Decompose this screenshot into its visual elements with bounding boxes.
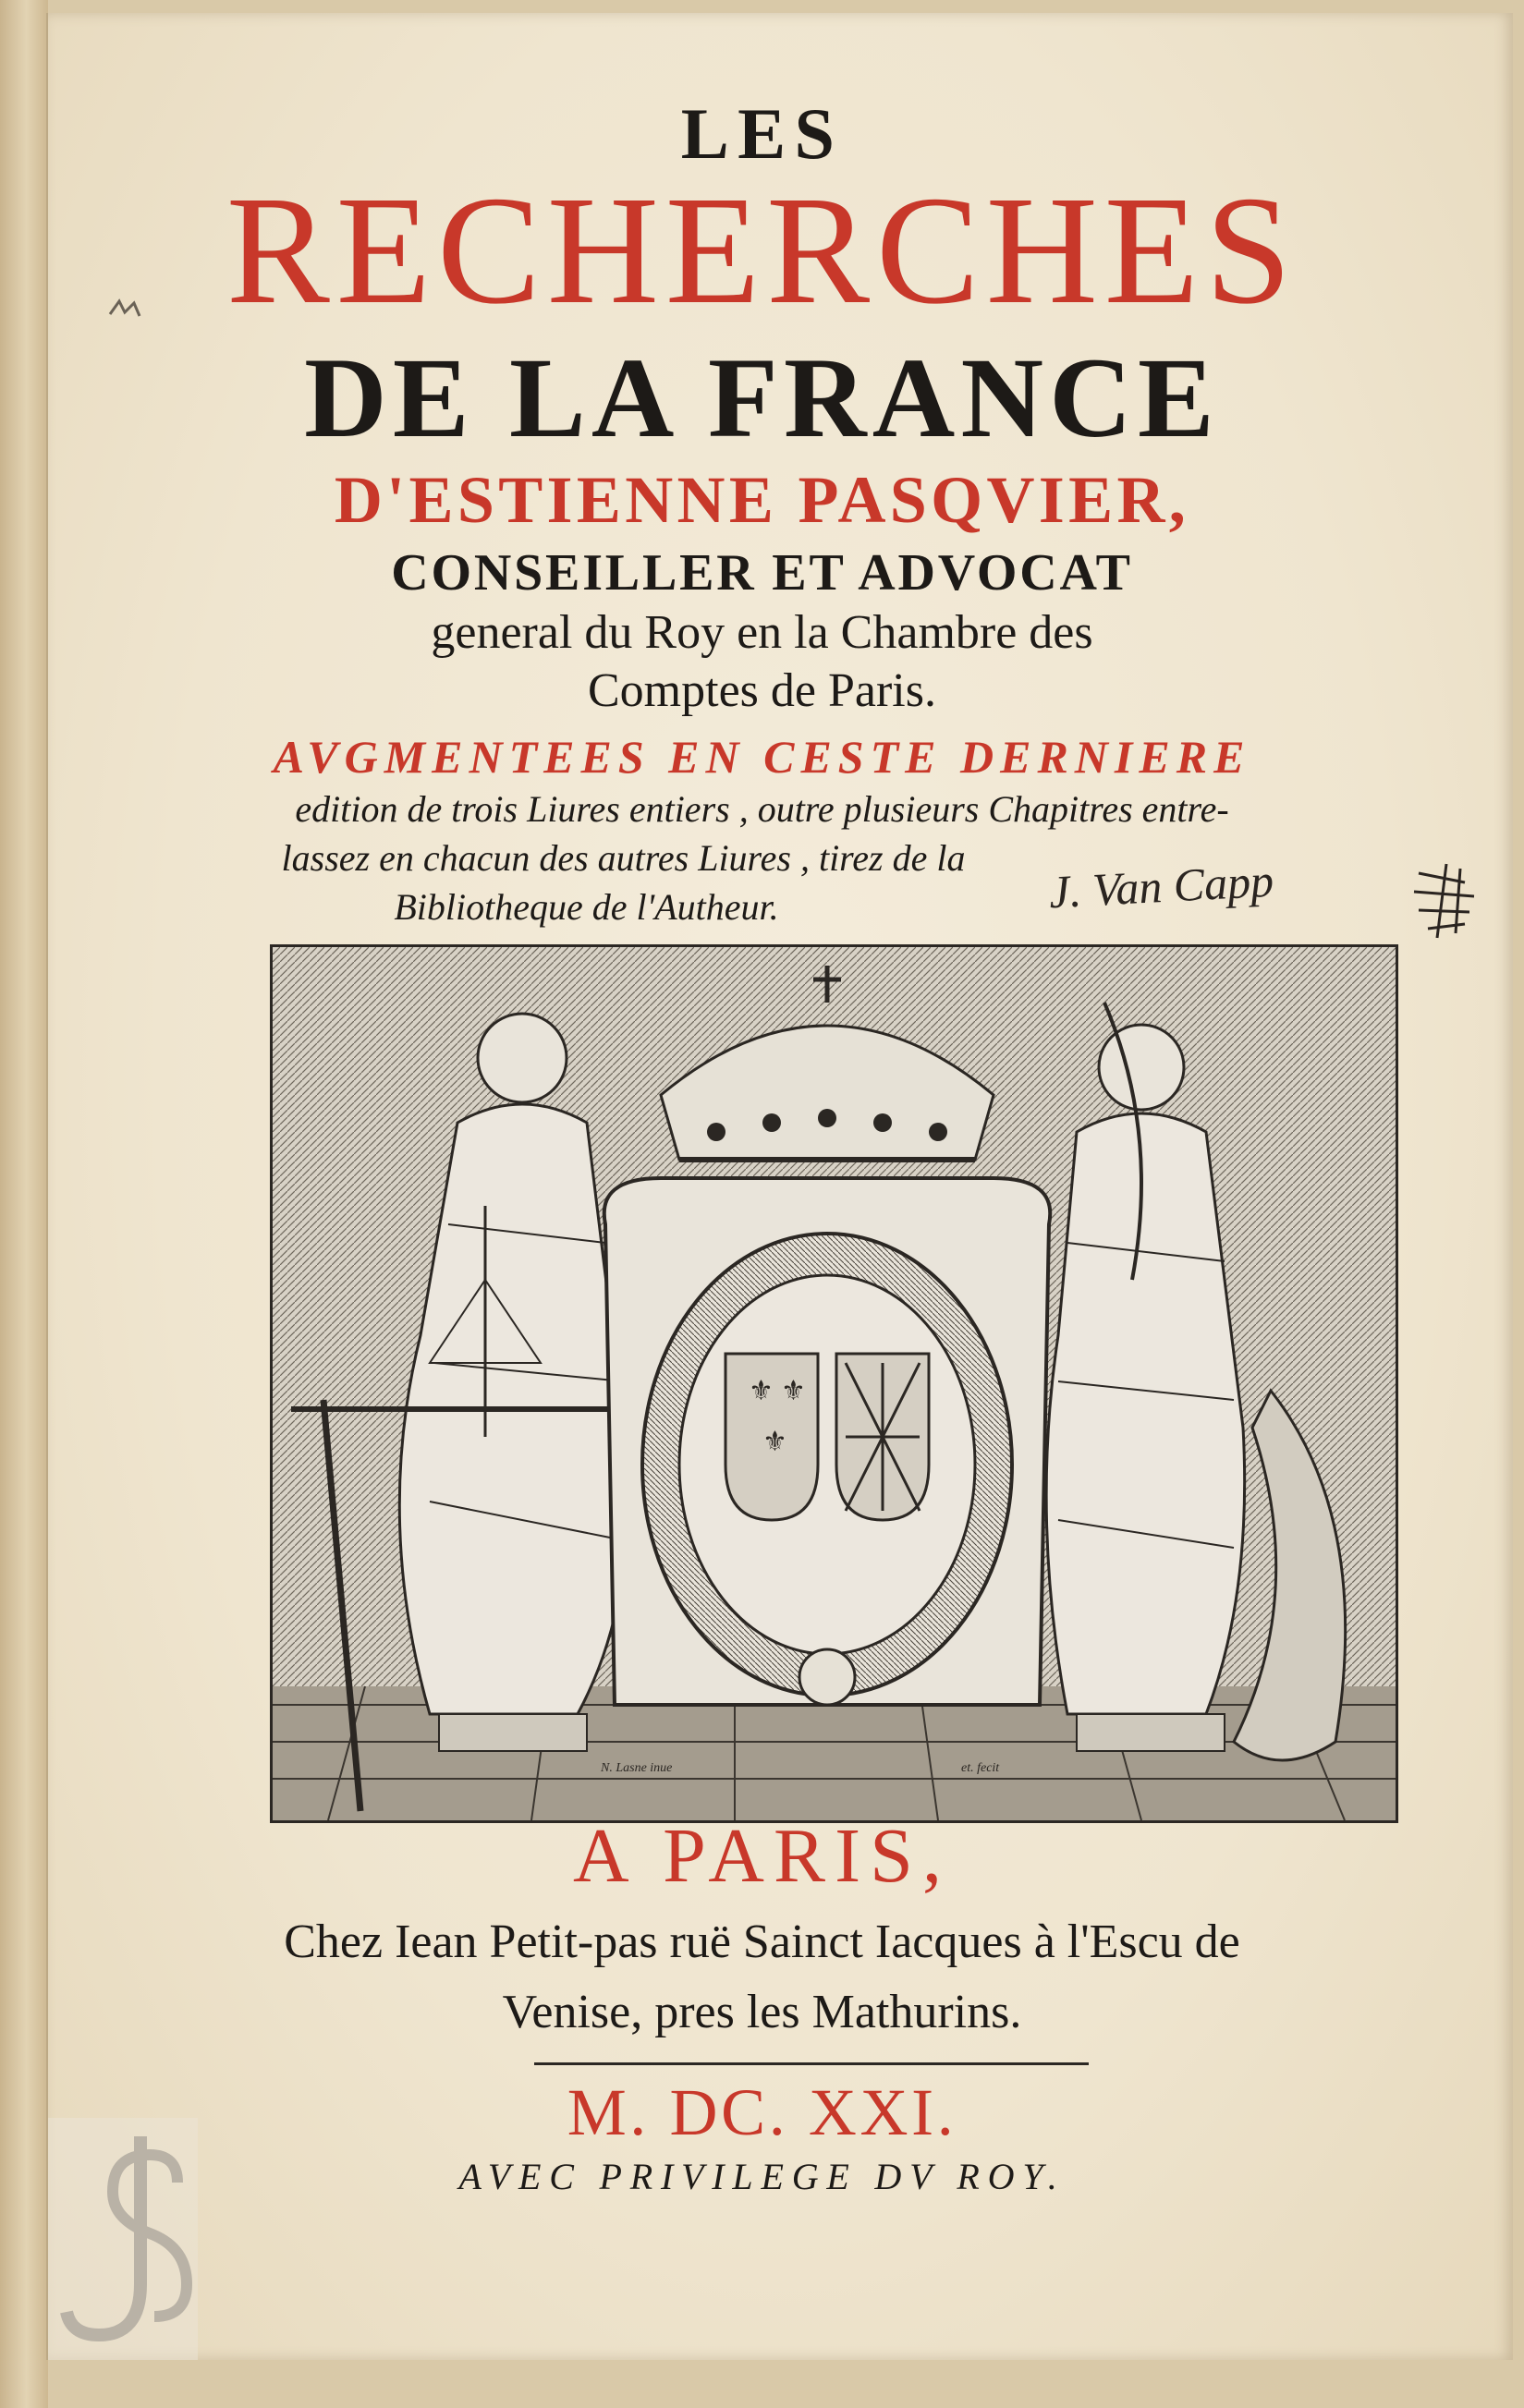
engraver-caption-right: et. fecit <box>961 1761 1000 1775</box>
signature-flourish <box>1409 855 1493 947</box>
handwritten-signature: J. Van Capp <box>1047 854 1275 918</box>
watermark-logo <box>48 2118 198 2360</box>
imprint-publisher-1: Chez Iean Petit-pas ruë Sainct Iacques à l'Escu de <box>284 1915 1240 1968</box>
engraving-coat-of-arms <box>270 944 1398 1823</box>
edition-heading: AVGMENTEES EN CESTE DERNIERE <box>273 731 1251 783</box>
imprint-publisher-2: Venise, pres les Mathurins. <box>502 1986 1022 2038</box>
imprint-privilege: AVEC PRIVILEGE DV ROY. <box>458 2156 1066 2197</box>
imprint-date: M. DC. XXI. <box>567 2075 957 2149</box>
heraldic-shield <box>604 1178 1051 1705</box>
title-recherches: RECHERCHES <box>226 164 1298 336</box>
author-office-3: Comptes de Paris. <box>588 664 936 717</box>
author-name: D'ESTIENNE PASQVIER, <box>334 463 1190 537</box>
svg-text:⚜: ⚜ <box>749 1375 774 1407</box>
divider-rule <box>534 2062 1089 2065</box>
title-de-la-france: DE LA FRANCE <box>304 334 1220 461</box>
imprint-city: A PARIS, <box>572 1813 952 1899</box>
edition-line-1: edition de trois Liures entiers , outre plusieurs Chapitres entre- <box>295 788 1229 830</box>
engraver-caption-left: N. Lasne inue <box>601 1761 673 1775</box>
edition-line-2: lassez en chacun des autres Liures , tirez de la <box>281 837 966 879</box>
author-office-2: general du Roy en la Chambre des <box>431 606 1093 659</box>
svg-text:⚜: ⚜ <box>781 1375 806 1407</box>
svg-text:⚜: ⚜ <box>762 1426 787 1458</box>
author-office-1: CONSEILLER ET ADVOCAT <box>391 544 1133 602</box>
edition-line-3: Bibliotheque de l'Autheur. <box>394 886 779 928</box>
title-les: LES <box>680 93 844 174</box>
